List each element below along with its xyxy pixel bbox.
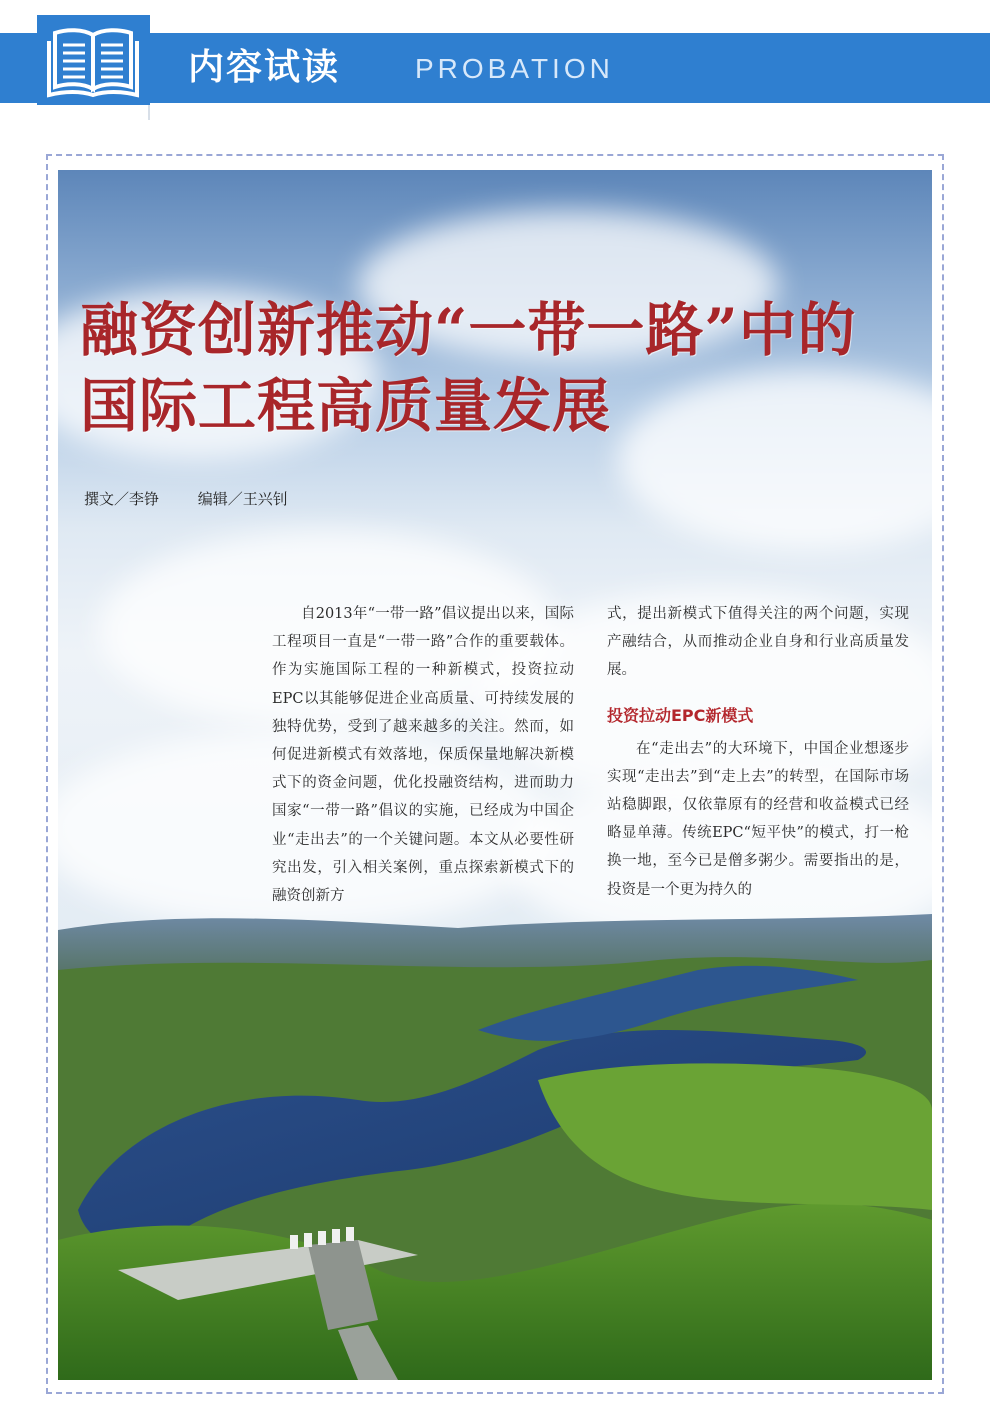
article-title-line1: 融资创新推动“一带一路”中的 [80,296,857,364]
header-title: 内容试读 [188,47,341,88]
header-icon-box [37,15,150,120]
body-column-2 [607,600,909,904]
paragraph-continued: 式，提出新模式下值得关注的两个问题，实现产融结合，从而推动企业自身和行业高质量发展。 [607,606,909,679]
byline [84,488,322,509]
header-icon-background [37,15,150,105]
header-subtitle: PROBATION [415,53,614,84]
author: 撰文／李铮 [84,490,160,508]
article-title-line2: 国际工程高质量发展 [80,372,612,440]
paragraph-section: 在“走出去”的大环境下，中国企业想逐步实现“走出去”到“走上去”的转型，在国际市场站稳脚跟，仅依靠原有的经营和收益模式已经略显单薄。传统EPC“短平快”的模式，打一枪换一地，至今已是僧多粥少。需要指出的是，投资是一个更为持久的 [607,740,909,898]
editor: 编辑／王兴钊 [197,490,288,508]
body-column-1 [272,600,574,910]
section-heading: 投资拉动EPC新模式 [607,705,754,725]
reservoir-landscape-image [58,910,932,1380]
paragraph-intro: 自2013年“一带一路”倡议提出以来，国际工程项目一直是“一带一路”合作的重要载体。作为实施国际工程的一种新模式，投资拉动EPC以其能够促进企业高质量、可持续发展的独特优势，受到了越来越多的关注。然而，如何促进新模式有效落地，保质保量地解决新模式下的资金问题，优化投融资结构，进而助力国家“一带一路”倡议的实施，已经成为中国企业“走出去”的一个关键问题。本文从必要性研究出发，引入相关案例，重点探索新模式下的融资创新方 [272,606,574,905]
open-book-icon [47,21,139,99]
article-title [80,292,940,444]
